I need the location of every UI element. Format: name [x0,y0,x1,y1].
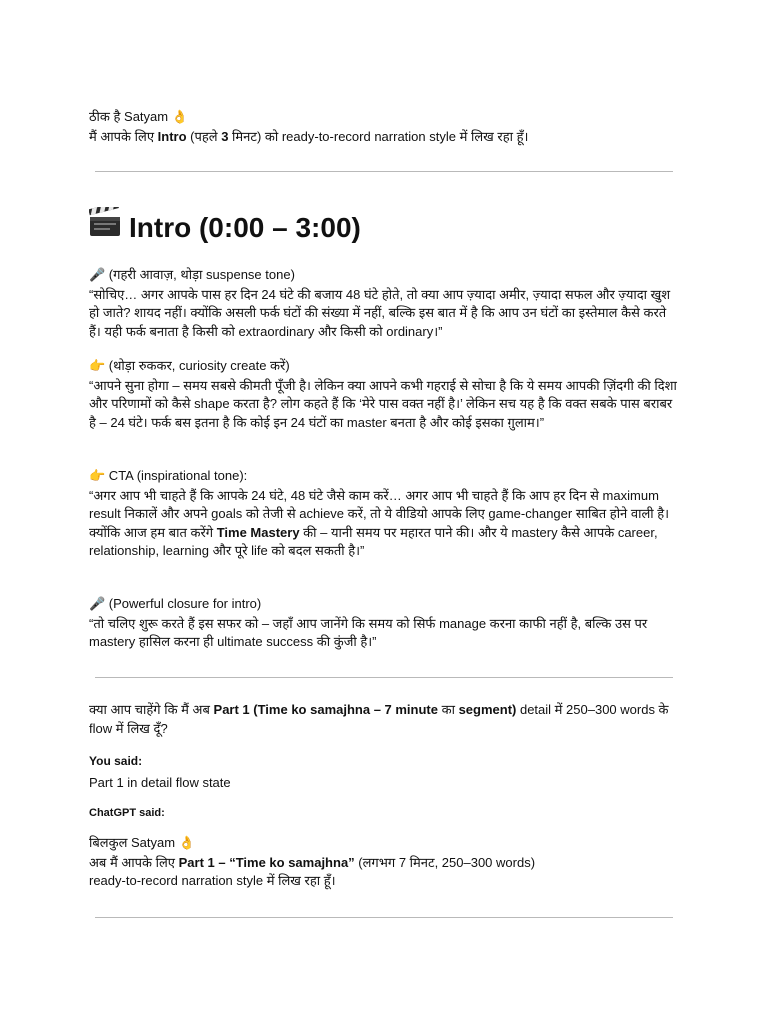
document-page [89,0,679,1024]
greeting-text: ठीक है Satyam [89,109,169,124]
narration-text-3b-a: क्योंकि आज हम बात करेंगे [89,524,217,540]
you-said-block [89,753,679,793]
question-bold-1: Part 1 (Time ko samajhna – 7 minute [213,702,438,717]
intro-acknowledgement [89,108,679,146]
greeting-line [89,108,679,128]
narration-block-3 [89,467,679,561]
plan-line [89,128,679,147]
cue-line-4 [89,595,679,615]
chatgpt-plan-b: (लगभग 7 मिनट, 250–300 words) [354,854,536,870]
pointing-hand-icon: 👉 [89,469,106,484]
cue-line-2 [89,357,679,377]
you-said-text: Part 1 in detail flow state [89,775,231,790]
pointing-hand-icon: 👉 [89,359,106,374]
divider-1 [95,171,673,172]
cue-text-2: (थोड़ा रुककर, curiosity create करें) [105,358,290,373]
plan-bold-intro: Intro [157,128,187,144]
cue-text-3: CTA (inspirational tone): [105,468,248,483]
microphone-icon: 🎤 [89,268,106,283]
chatgpt-greeting [89,834,679,854]
section-title: Intro (0:00 – 3:00) [129,212,361,243]
narration-text-3a: “अगर आप भी चाहते हैं कि आपके 24 घंटे, 48 घंटे जैसे काम करें… अगर आप भी चाहते हैं कि आप हर दिन से maximum result निकालें और अपने goals को तेजी से achieve करें, तो ये वीडियो आपके लिए game-changer साबित होने वाली है। [89,487,670,521]
plan-text-b: (पहले [186,128,222,144]
plan-text-a: मैं आपके लिए [89,128,158,144]
ok-hand-icon: 👌 [178,836,195,851]
question-b: का [437,702,459,717]
question-text [89,701,679,738]
plan-text-c: मिनट) को ready-to-record narration style में लिख रहा हूँ। [228,128,529,144]
divider-2 [95,677,673,678]
cue-line-1 [89,266,679,286]
ok-hand-icon: 👌 [171,110,188,125]
cue-text-4: (Powerful closure for intro) [105,596,262,611]
narration-block-2 [89,357,679,432]
narration-block-1 [89,266,679,341]
narration-text-3b-b: की – यानी समय पर महारत पाने की। और ये mastery कैसे आपके career, relationship, learning और पूरे life को बदल सकती है।” [89,524,658,558]
time-mastery-bold: Time Mastery [216,524,300,540]
chatgpt-plan-a: अब मैं आपके लिए [89,854,179,870]
you-said-label: You said: [89,754,143,768]
cue-text-1: (गहरी आवाज़, थोड़ा suspense tone) [105,267,295,282]
narration-text-4: “तो चलिए शुरू करते हैं इस सफर को – जहाँ आप जानेंगे कि समय को सिर्फ manage करना काफी नहीं है, बल्कि उस पर mastery हासिल करना ही ultimate success की कुंजी है।” [89,615,648,649]
narration-text-3b [89,524,679,561]
chatgpt-greeting-text: बिलकुल Satyam [89,835,176,850]
narration-text-1: “सोचिए… अगर आपके पास हर दिन 24 घंटे की बजाय 48 घंटे होते, तो क्या आप ज़्यादा अमीर, ज़्यादा सफल और ज़्यादा खुश हो जाते? शायद नहीं। क्योंकि असली फर्क घंटों की संख्या में नहीं, बल्कि इस बात में है कि आप उन घंटों का इस्तेमाल कैसे करते हैं। यही फर्क बनाता है किसी को extraordinary और किसी को ordinary।” [89,286,671,339]
follow-up-question [89,701,679,738]
chatgpt-plan-line-2: ready-to-record narration style में लिख रहा हूँ। [89,873,336,888]
chatgpt-said-label: ChatGPT said: [89,807,165,819]
question-a: क्या आप चाहेंगे कि मैं अब [89,702,214,717]
question-bold-2: segment) [458,702,517,717]
plan-bold-3: 3 [221,128,229,144]
chatgpt-said-block [89,805,679,891]
microphone-icon: 🎤 [89,597,106,612]
narration-block-4 [89,595,679,652]
question-c: detail में 250–300 words के flow में लिख दूँ? [89,702,669,736]
section-heading [89,208,361,250]
cue-line-3 [89,467,679,487]
chatgpt-plan-line [89,854,679,873]
narration-text-2: “आपने सुना होगा – समय सबसे कीमती पूँजी है। लेकिन क्या आपने कभी गहराई से सोचा है कि ये समय आपकी ज़िंदगी की दिशा और परिणामों को कैसे shape करता है? लोग कहते हैं कि ‘मेरे पास वक्त नहीं है।’ लेकिन सच यह है कि वक्त सबके पास बराबर है – 24 घंटे। फर्क बस इतना है कि कोई इन 24 घंटों का master बनता है और कोई इसका ग़ुलाम।” [89,377,677,430]
chatgpt-plan-bold: Part 1 – “Time ko samajhna” [178,854,355,870]
clapperboard-icon [89,207,121,248]
divider-3 [95,917,673,918]
